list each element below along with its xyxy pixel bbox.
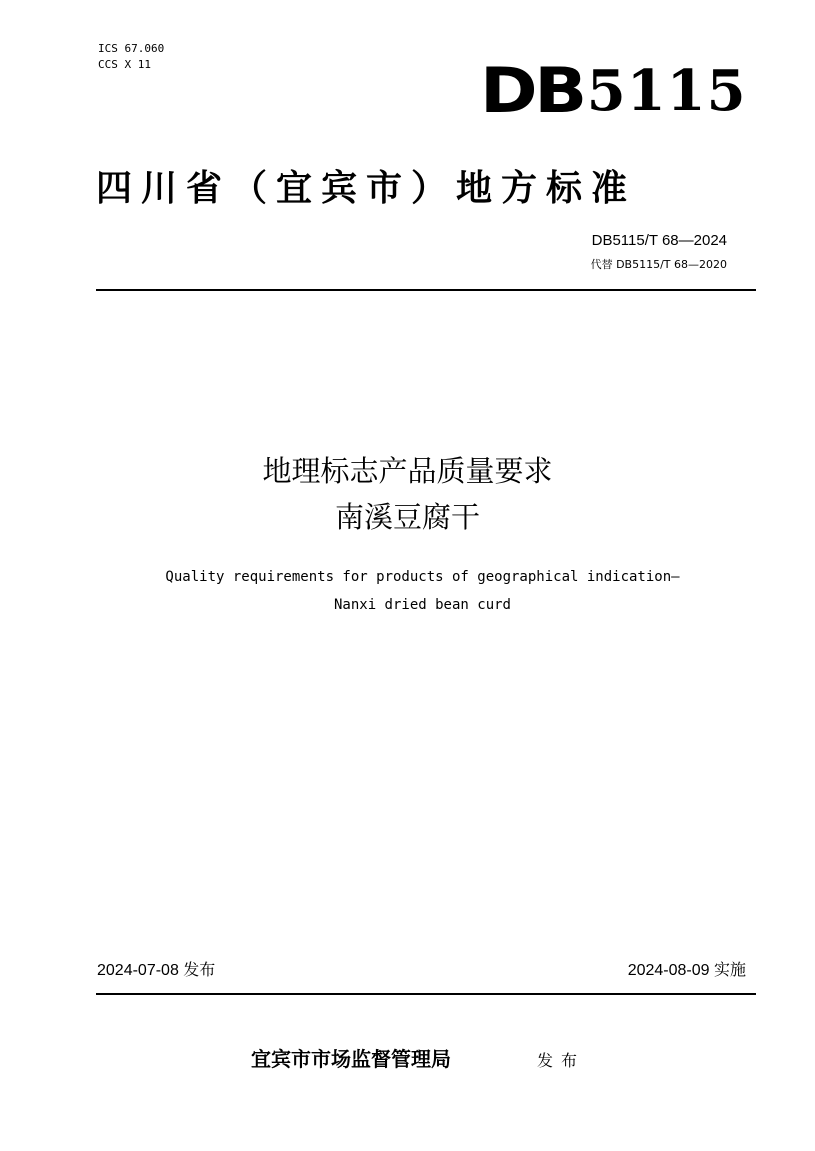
ics-code: ICS 67.060 xyxy=(98,42,165,55)
top-divider xyxy=(96,289,756,291)
logo-letters: DB xyxy=(480,54,584,127)
standard-code-block xyxy=(591,231,727,273)
document-title-en-line2: Nanxi dried bean curd xyxy=(333,597,511,613)
issuing-authority: 宜宾市市场监督管理局 xyxy=(251,1047,451,1071)
document-title-cn-line1: 地理标志产品质量要求 xyxy=(262,454,553,488)
document-title-cn-line2: 南溪豆腐干 xyxy=(334,500,480,534)
bottom-divider xyxy=(96,993,756,995)
replaces-code: 代替 DB5115/T 68—2020 xyxy=(590,258,727,271)
issue-label: 发布 xyxy=(537,1051,586,1070)
db-logo xyxy=(480,54,747,127)
implementation-date: 2024-08-09 实施 xyxy=(627,962,746,979)
classification-codes xyxy=(98,41,164,73)
logo-number: 5115 xyxy=(586,58,747,124)
publish-date: 2024-07-08 发布 xyxy=(97,962,216,979)
standard-category-title: 四川省（宜宾市）地方标准 xyxy=(96,168,637,209)
standard-code: DB5115/T 68—2024 xyxy=(591,232,727,249)
ccs-code: CCS X 11 xyxy=(98,58,151,71)
document-title-en-line1: Quality requirements for products of geographical indication— xyxy=(165,569,680,585)
